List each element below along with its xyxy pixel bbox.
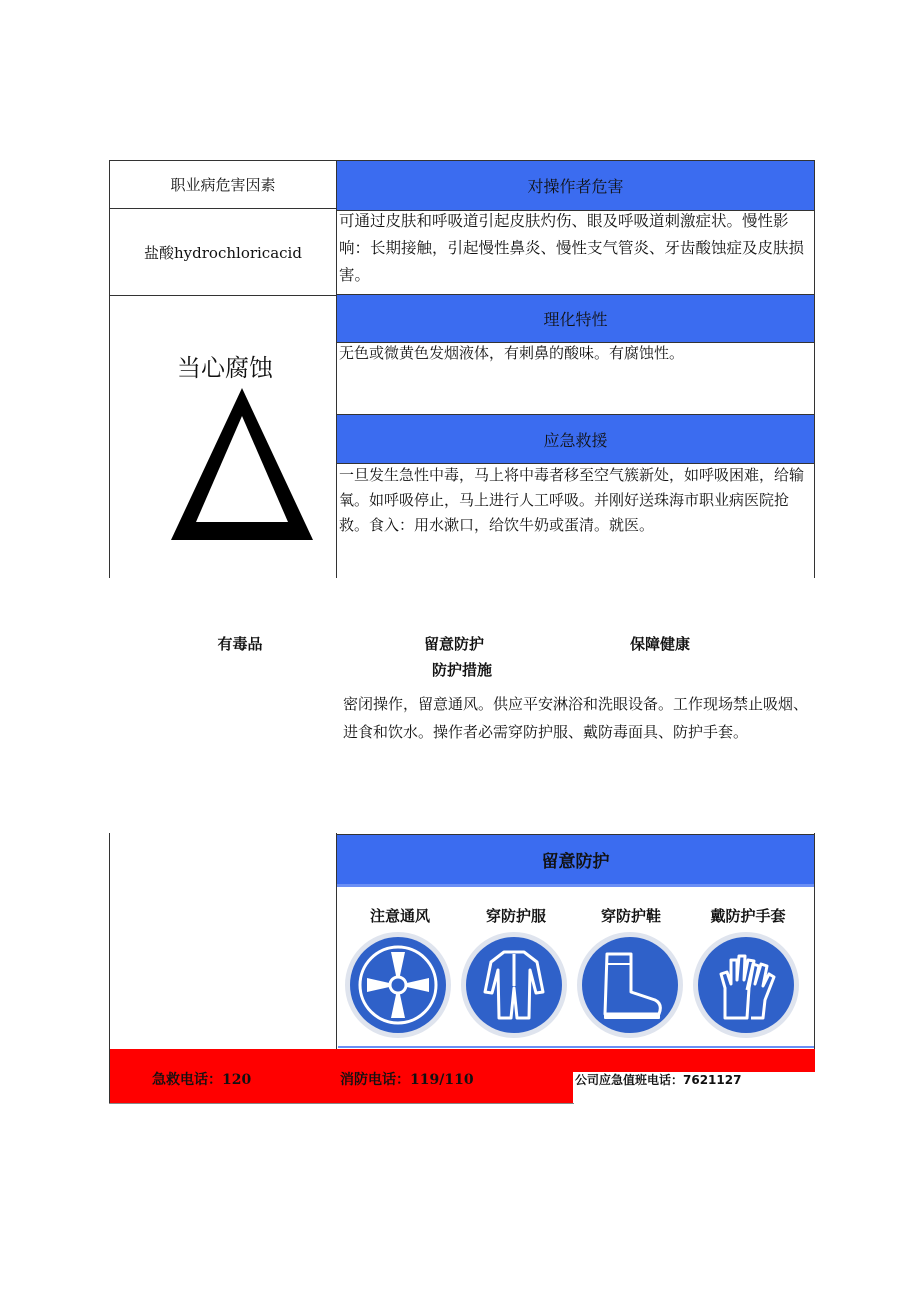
ppe-label-boot: 穿防护鞋 [600,907,661,925]
emergency-header: 应急救援 [337,414,814,464]
ppe-label-ventilation: 注意通风 [369,907,430,925]
col1-header: 职业病危害因素 [170,176,276,194]
warning-label: 当心腐蚀 [177,354,273,382]
table-divider-vertical [336,160,337,578]
fire-number: 消防电话：119/110 [340,1072,474,1088]
props-header: 理化特性 [337,294,814,343]
emergency-text: 一旦发生急性中毒，马上将中毒者移至空气簇新处，如呼吸困难，给输氧。如呼吸停止，马上进行人工呼吸。并刚好送珠海市职业病医院抢救。食入：用水漱口，给饮牛奶或蛋清。就医。 [339,466,805,534]
col2-header: 对操作者危害 [337,160,814,211]
ppe-frame-bottom [338,1046,814,1048]
warning-triangle-icon [166,382,318,544]
company-emergency-number: 公司应急值班电话：7621127 [575,1073,742,1087]
ambulance-number: 急救电话：120 [152,1072,252,1088]
ppe-label-suit: 穿防护服 [485,907,546,925]
ventilation-fan-icon [343,930,453,1040]
footer-border-bottom [109,1103,574,1104]
panel-border-right [814,833,815,1049]
substance-name: 盐酸hydrochloricacid [144,243,302,262]
measures-title: 防护措施 [431,661,492,679]
hazard-text: 可通过皮肤和呼吸道引起皮肤灼伤、眼及呼吸道刺激症状。慢性影响：长期接触，引起慢性鼻炎、慢性支气管炎、牙齿酸蚀症及皮肤损害。 [339,212,805,284]
ppe-header: 留意防护 [337,834,814,887]
props-text: 无色或微黄色发烟液体，有刺鼻的酸味。有腐蚀性。 [339,344,685,362]
ppe-frame-top [338,884,814,886]
protective-boot-icon [575,930,685,1040]
table-border-right [814,160,815,578]
ppe-label-gloves: 戴防护手套 [710,907,786,925]
table-divider [109,295,336,296]
measures-text: 密闭操作，留意通风。供应平安淋浴和洗眼设备。工作现场禁止吸烟、进食和饮水。操作者必需穿防护服、戴防毒面具、防护手套。 [343,695,809,741]
health-label: 保障健康 [629,635,690,653]
protect-label: 留意防护 [423,635,484,653]
protective-gloves-icon [691,930,801,1040]
footer-red-bar-right [573,1049,815,1072]
protective-suit-icon [459,930,569,1040]
toxic-label: 有毒品 [217,635,263,653]
